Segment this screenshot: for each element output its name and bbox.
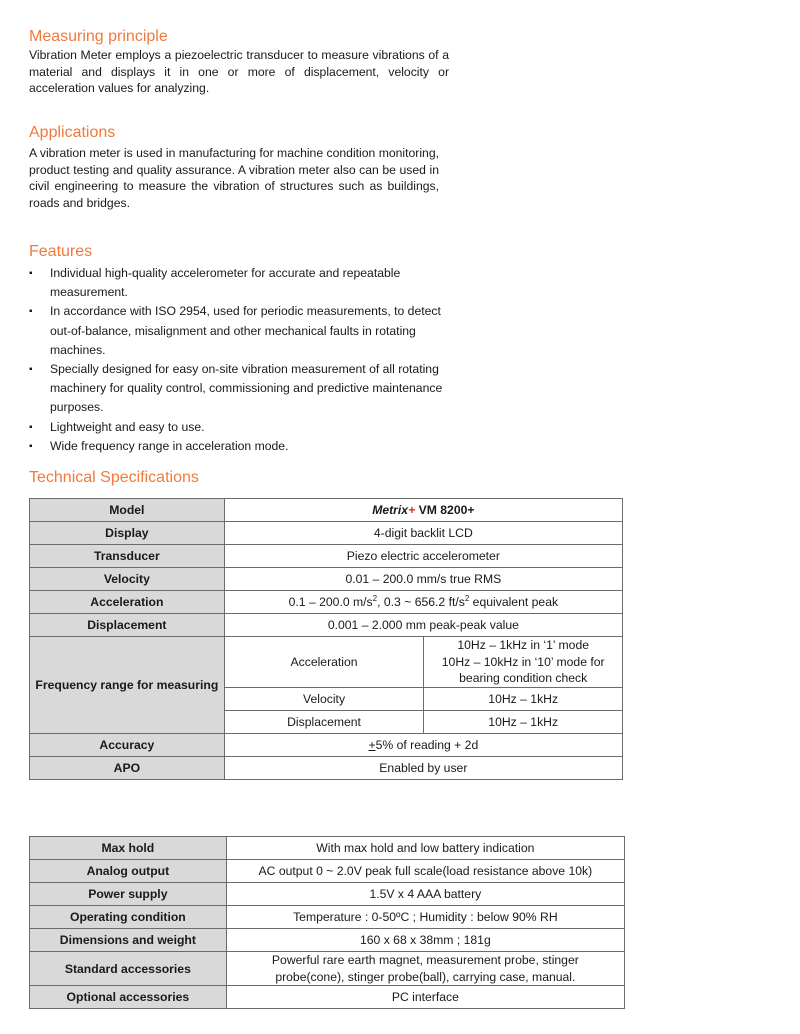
feature-item: ▪ Specially designed for easy on-site vibration measurement of all rotating machinery for quality control, commissioning and predictive maintenance purposes.	[29, 360, 469, 418]
spec-value: 4-digit backlit LCD	[224, 522, 622, 545]
spec-label: Display	[30, 522, 225, 545]
spec-row	[30, 929, 625, 952]
spec-value	[224, 733, 622, 756]
features-list	[29, 264, 469, 456]
spec-label: Transducer	[30, 545, 225, 568]
freq-range	[424, 637, 623, 688]
spec-value-line: probe(cone), stinger probe(ball), carrying case, manual.	[275, 969, 576, 984]
accel-part: equivalent peak	[469, 595, 559, 610]
spec-label: Power supply	[30, 883, 227, 906]
spec-label: Accuracy	[30, 733, 225, 756]
spec-row	[30, 952, 625, 986]
spec-value: Enabled by user	[224, 756, 622, 779]
freq-mode: Acceleration	[224, 637, 424, 688]
spec-label: Model	[30, 499, 225, 522]
spec-label: APO	[30, 756, 225, 779]
model-name: VM 8200+	[415, 503, 475, 517]
tech-spec-heading: Technical Specifications	[29, 469, 199, 486]
spec-value: PC interface	[226, 986, 624, 1009]
spec-value: 160 x 68 x 38mm ; 181g	[226, 929, 624, 952]
freq-range-line: 10Hz – 1kHz in ‘1’ mode	[457, 638, 589, 652]
spec-row	[30, 986, 625, 1009]
spec-label: Displacement	[30, 614, 225, 637]
spec-label: Velocity	[30, 568, 225, 591]
features-heading: Features	[29, 243, 93, 260]
brand-metrix: Metrix	[372, 503, 409, 517]
freq-mode: Velocity	[224, 687, 424, 710]
spec-row-display	[30, 522, 623, 545]
measuring-principle-text: Vibration Meter employs a piezoelectric transducer to measure vibrations of a material and displays it in one or more of displacement, velocity or acceleration values for analyzing.	[29, 48, 449, 95]
spec-label: Operating condition	[30, 906, 227, 929]
brand-plus: +	[408, 503, 416, 517]
spec-row-velocity	[30, 568, 623, 591]
spec-table-secondary	[29, 836, 625, 1009]
spec-value: 0.001 – 2.000 mm peak-peak value	[224, 614, 622, 637]
spec-row	[30, 883, 625, 906]
spec-row-model	[30, 499, 623, 522]
spec-label: Frequency range for measuring	[30, 637, 225, 734]
spec-label: Standard accessories	[30, 952, 227, 986]
applications-text: A vibration meter is used in manufacturing for machine condition monitoring, product testing and quality assurance. A vibration meter also can be used in civil engineering to measure the vibration of structures such as buildings, roads and bridges.	[29, 146, 439, 210]
spec-row	[30, 837, 625, 860]
freq-mode: Displacement	[224, 710, 424, 733]
spec-label: Dimensions and weight	[30, 929, 227, 952]
freq-range-line: bearing condition check	[459, 671, 588, 685]
accel-sup: 2	[464, 594, 470, 604]
accel-part: 0.1 – 200.0 m/s	[288, 595, 373, 610]
spec-value: Piezo electric accelerometer	[224, 545, 622, 568]
spec-value: Temperature : 0-50ºC ; Humidity : below 90% RH	[226, 906, 624, 929]
spec-table-main	[29, 498, 623, 780]
freq-range: 10Hz – 1kHz	[424, 687, 623, 710]
feature-item: ▪ Individual high-quality accelerometer for accurate and repeatable measurement.	[29, 264, 469, 302]
freq-range-line: 10Hz – 10kHz in ‘10’ mode for	[441, 654, 605, 669]
spec-label: Optional accessories	[30, 986, 227, 1009]
measuring-principle-heading: Measuring principle	[29, 28, 168, 45]
spec-row-acceleration	[30, 591, 623, 614]
accel-part: , 0.3 ~ 656.2 ft/s	[377, 595, 465, 610]
applications-heading: Applications	[29, 124, 116, 141]
accuracy-text: 5% of reading + 2d	[375, 737, 479, 752]
spec-label: Acceleration	[30, 591, 225, 614]
feature-item: ▪ In accordance with ISO 2954, used for periodic measurements, to detect out-of-balance, misalignment and other mechanical faults in rotating machines.	[29, 302, 469, 360]
spec-value	[226, 952, 624, 986]
spec-label: Analog output	[30, 860, 227, 883]
accel-sup: 2	[372, 594, 378, 604]
spec-value: With max hold and low battery indication	[226, 837, 624, 860]
spec-row-frequency	[30, 637, 623, 688]
spec-row	[30, 860, 625, 883]
spec-value: 1.5V x 4 AAA battery	[226, 883, 624, 906]
spec-value	[224, 591, 622, 614]
feature-item: ▪ Wide frequency range in acceleration mode.	[29, 437, 469, 456]
model-value	[224, 499, 622, 522]
spec-row-transducer	[30, 545, 623, 568]
spec-value-line: Powerful rare earth magnet, measurement probe, stinger	[271, 953, 579, 967]
plus-minus: +	[368, 737, 376, 752]
spec-row-accuracy	[30, 733, 623, 756]
spec-row-displacement	[30, 614, 623, 637]
spec-value: 0.01 – 200.0 mm/s true RMS	[224, 568, 622, 591]
spec-label: Max hold	[30, 837, 227, 860]
spec-row	[30, 906, 625, 929]
spec-row-apo	[30, 756, 623, 779]
spec-value: AC output 0 ~ 2.0V peak full scale(load resistance above 10k)	[226, 860, 624, 883]
freq-range: 10Hz – 1kHz	[424, 710, 623, 733]
feature-item: ▪ Lightweight and easy to use.	[29, 418, 469, 437]
